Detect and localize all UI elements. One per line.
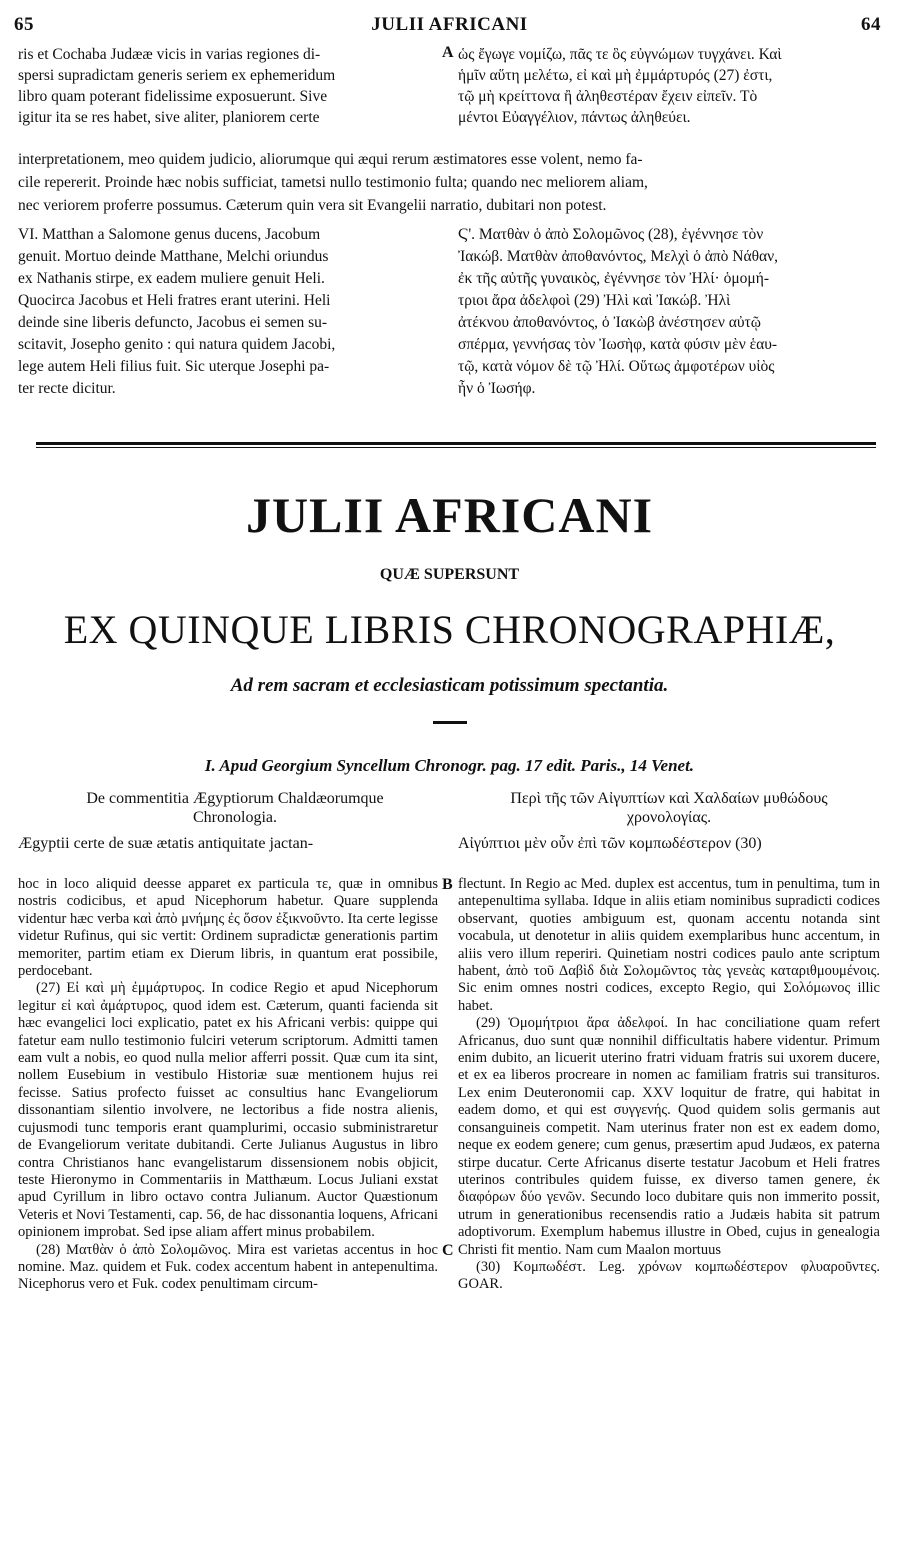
footnotes-left — [18, 876, 438, 1294]
greek-paragraph-vi — [458, 224, 880, 400]
text-line: ἀτέκνου ἀποθανόντος, ὁ Ἰακὼβ ἀνέστησεν αὐτῷ — [458, 314, 761, 331]
text-line: σπέρμα, γεννήσας τὸν Ἰωσὴφ, κατὰ φύσιν μὲν ἑαυ- — [458, 336, 778, 353]
page-number-right: 64 — [861, 14, 881, 35]
section-rule-thick — [36, 442, 876, 445]
text-line: ἐκ τῆς αὐτῆς γυναικὸς, ἐγέννησε τὸν Ἠλί· ὁμομή- — [458, 270, 769, 287]
work-subtitle-1: QUÆ SUPERSUNT — [379, 566, 520, 583]
subheading-line: χρονολογίας. — [626, 809, 712, 826]
subheading-line: De commentitia Ægyptiorum Chaldæorumque — [86, 790, 384, 807]
greek-body-line: Αἰγύπτιοι μὲν οὖν ἐπὶ τῶν κομπωδέστερον (30) — [458, 835, 762, 852]
text-line: deinde sine liberis defuncto, Jacobus ei semen su- — [18, 314, 328, 331]
footnote-27: (27) Εἰ καὶ μὴ ἐμμάρτυρος. In codice Regio et apud Nicephorum legitur εἰ καὶ ἀμάρτυρος, quod idem est. Cæterum, quanti facienda sit hæc evangelici loci explicatio, patet ex his Africani verbis: quippe qui fatetur eam nullo testimonio fulciri veterum scriptorum. Admitti tamen eam vult a nobis, eo quod nulla melior afferri possit. Quæ cum ita sint, nollem Eusebium in vestibulo Historiæ suæ mentionem hujus rei fecisse. Satius profecto fuisset ac consultius hanc Evangeliorum dissonantiam silentio involvere, ne lectoribus a fide nostra alienis, cujusmodi tunc temporis erant quamplurimi, occasio subministraretur de Evangeliorum veritate dubitandi. Certe Julianus Augustus in libro contra Christianos hanc evangelistarum dissensionem nobis objicit, teste Hieronymo in Commentariis in Matthæum. Locus Juliani exstat apud Cyrillum in libro octavo contra Julianum. Auctor Quæstionum Veteris et Novi Testamenti, cap. 56, de hac dissonantia loquens, Africani opinionem improbat. Sed ipse aliam affert minus probabilem. — [18, 980, 438, 1241]
text-line: VI. Matthan a Salomone genus ducens, Jacobum — [18, 226, 321, 243]
footnote-continuation: hoc in loco aliquid deesse apparet ex particula τε, quæ in omnibus nostris codicibus, et apud Nicephorum habetur. Quare supplenda videntur hæc verba καὶ ἀπὸ μνήμης ἐς ὅσον ἐξικνοῦντο. Ita certe legisse videtur Rufinus, qui sic vertit: Ordinem supradictæ generationis partim memoriter, partim etiam ex Dierum libris, in quantum erat possibile, perdocebant. — [18, 876, 438, 980]
text-line: ὡς ἔγωγε νομίζω, πᾶς τε ὃς εὐγνώμων τυγχάνει. Καὶ — [458, 46, 782, 63]
footnote-29: (29) Ὁμομήτριοι ἄρα ἀδελφοί. In hac conciliatione quam refert Africanus, duo sunt quæ nonnihil difficultatis habere videntur. Primum enim dubito, an licuerit uterino fratri viduam fratris sui uxorem ducere, et ex ea liberos procreare in nomen ac familiam fratris sui transituros. Lex enim Deuteronomii cap. XXV loquitur de fratre, qui habitat in eadem domo, et qui est συγγενής. Quod quidem solis germanis aut consanguineis competit. Nam uterinus frater non est ex eadem domo, neque ex eodem genere; cum genus, præsertim apud Judæos, ex paterna stirpe ducatur. Certe Africanus diserte testatur Jacobum et Heli fratres uterinos contribules quidem fuisse, ex diverso tamen genere, ἐκ διαφόρων δύο γενῶν. Secundo loco dubitare quis non immerito possit, utrum in generationibus recensendis ratio a Judæis habita sit patrum adoptivorum. Exemplum habemus illustre in Obed, cujus in genealogia Christi fit mentio. Nam cum Maalon mortuus — [458, 1015, 880, 1258]
text-line: τῷ, κατὰ νόμον δὲ τῷ Ἠλί. Οὕτως ἀμφοτέρων υἱὸς — [458, 358, 775, 375]
text-line: τριοι ἄρα ἀδελφοὶ (29) Ἠλὶ καὶ Ἰακώβ. Ἠλὶ — [458, 292, 731, 309]
work-title: JULII AFRICANI — [245, 487, 654, 543]
subheading-line: Chronologia. — [193, 809, 277, 826]
running-header: JULII AFRICANI — [371, 14, 528, 35]
text-line: scitavit, Josepho genito : qui natura quidem Jacobi, — [18, 336, 336, 353]
latin-body-line: Ægyptii certe de suæ ætatis antiquitate jactan- — [18, 835, 314, 852]
top-left-column — [18, 44, 438, 128]
text-line: Ἰακώβ. Ματθὰν ἀποθανόντος, Μελχὶ ὁ ἀπὸ Νάθαν, — [458, 248, 779, 265]
text-line: ter recte dicitur. — [18, 380, 116, 397]
text-line: lege autem Heli filius fuit. Sic uterque Josephi pa- — [18, 358, 330, 375]
full-width-line: cile repererit. Proinde hæc nobis sufficiat, tametsi nullo testimonio fulta; quando nec meliorem aliam, — [18, 174, 648, 191]
section-rule-thin — [36, 447, 876, 448]
footnotes-right — [458, 876, 880, 1294]
text-line: Ϛ'. Ματθὰν ὁ ἀπὸ Σολομῶνος (28), ἐγέννησε τὸν — [458, 226, 764, 243]
text-line: Quocirca Jacobus et Heli fratres erant uterini. Heli — [18, 292, 331, 309]
title-dash — [433, 721, 467, 724]
work-subtitle-2: EX QUINQUE LIBRIS CHRONOGRAPHIÆ, — [63, 607, 836, 652]
text-line: genuit. Mortuo deinde Matthane, Melchi oriundus — [18, 248, 329, 265]
text-line: libro quam poterant fidelissime exposuerunt. Sive — [18, 88, 328, 105]
section-heading: I. Apud Georgium Syncellum Chronogr. pag. 17 edit. Paris., 14 Venet. — [204, 756, 695, 775]
top-right-column — [458, 44, 880, 128]
text-line: ἡμῖν αὕτη μελέτω, εἰ καὶ μὴ ἐμμάρτυρός (27) ἐστι, — [458, 67, 773, 84]
margin-marker-b: B — [442, 876, 453, 893]
full-width-line: nec veriorem proferre possumus. Cæterum quin vera sit Evangelii narratio, dubitari non potest. — [18, 197, 607, 214]
work-subtitle-3: Ad rem sacram et ecclesiasticam potissimum spectantia. — [230, 675, 669, 696]
text-line: ris et Cochaba Judææ vicis in varias regiones di- — [18, 46, 321, 63]
margin-marker-a: A — [442, 44, 454, 61]
subheading-line: Περὶ τῆς τῶν Αἰγυπτίων καὶ Χαλδαίων μυθώδους — [510, 790, 828, 807]
footnote-28-continuation: flectunt. In Regio ac Med. duplex est accentus, tum in penultima, tum in antepenultima syllaba. Idque in aliis etiam nominibus supradicti codices observant, quoties ambiguum est, quonam accentu notanda sint vocabula, ut denotetur in aliis quidem exemplaribus hunc accentum, in aliis vero illum reperiri. Quinetiam nostri codices paulo ante scriptum habent, ἀπὸ τοῦ Δαβὶδ διὰ Σολομῶντος τὰς γενεὰς καταριθμουμένοις. Sic enim omnes nostri codices, excepto Regio, qui Σολόμωνος illic habet. — [458, 876, 880, 1014]
latin-paragraph-vi — [18, 224, 438, 400]
latin-subheading — [40, 789, 430, 827]
text-line: ex Nathanis stirpe, ex eadem muliere genuit Heli. — [18, 270, 325, 287]
footnote-28: (28) Ματθὰν ὁ ἀπὸ Σολομῶνος. Mira est varietas accentus in hoc nomine. Maz. quidem et Fuk. codex accentum habent in antepenultima. Nicephorus vero et Fuk. codex penultimam circum- — [18, 1241, 438, 1293]
greek-subheading — [458, 789, 880, 827]
text-line: τῷ μὴ κρείττονα ἢ ἀληθεστέραν ἔχειν εἰπεῖν. Τὸ — [458, 88, 758, 105]
margin-marker-c: C — [442, 1242, 454, 1259]
footnote-30: (30) Κομπωδέστ. Leg. χρόνων κομπωδέστερον φλυαροῦντες. GOAR. — [458, 1258, 880, 1293]
text-line: ἦν ὁ Ἰωσήφ. — [458, 380, 536, 397]
page-number-left: 65 — [14, 14, 34, 35]
text-line: μέντοι Εὐαγγέλιον, πάντως ἀληθεύει. — [458, 109, 691, 126]
full-width-line: interpretationem, meo quidem judicio, aliorumque qui æqui rerum æstimatores esse volent, nemo fa- — [18, 151, 643, 168]
text-line: spersi supradictam generis seriem ex ephemeridum — [18, 67, 336, 84]
text-line: igitur ita se res habet, sive aliter, planiorem certe — [18, 109, 320, 126]
